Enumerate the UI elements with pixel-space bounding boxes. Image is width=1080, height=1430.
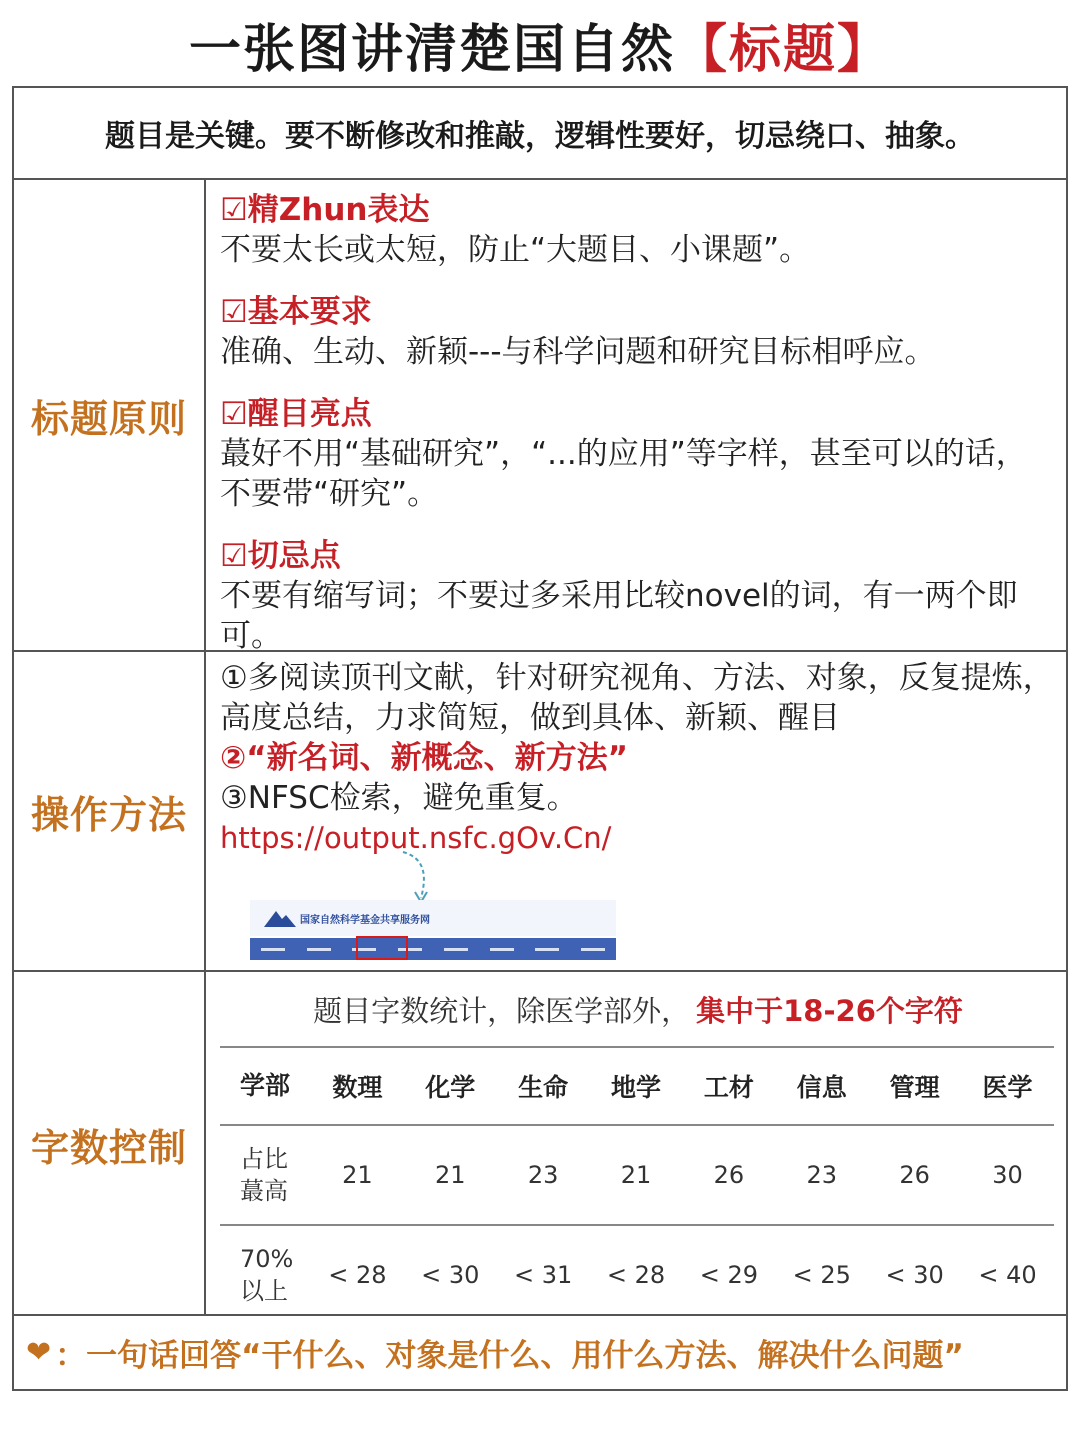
table-cell: < 25 [775,1225,868,1324]
principle-head: ☑基本要求 [220,294,372,330]
page-title [0,14,1080,86]
curved-arrow-icon [399,848,439,908]
wordcount-row [14,972,1066,1316]
table-cell: 30 [961,1125,1054,1225]
principle-body: 不要有缩写词；不要过多采用比较novel的词，有一两个即可。 [220,578,1018,654]
principle-body: 蕞好不用“基础研究”，“...的应用”等字样，甚至可以的话，不要带“研究”。 [220,436,1027,512]
principle-item [220,536,1056,656]
screenshot-nav [250,938,616,960]
principle-body: 不要太长或太短，防止“大题目、小课题”。 [220,232,811,268]
table-cell: 26 [868,1125,961,1225]
table-header-row [220,1047,1054,1125]
principle-head: ☑醒目亮点 [220,396,372,432]
table-cell: 21 [311,1125,404,1225]
table-cell: < 30 [404,1225,497,1324]
table-row [220,1125,1054,1225]
table-cell: < 31 [497,1225,590,1324]
principle-body: 准确、生动、新颖---与科学问题和研究目标相呼应。 [220,334,936,370]
table-row-head [220,1225,311,1324]
table-header-cell: 学部 [220,1047,311,1125]
table-cell: 23 [775,1125,868,1225]
wordcount-table [220,1046,1054,1324]
title-accent: 【标题】 [675,20,892,80]
wordcount-note [220,972,1056,1046]
table-row [220,1225,1054,1324]
table-header-cell: 生命 [497,1047,590,1125]
methods-label: 操作方法 [14,652,206,970]
method-step-1: ①多阅读顶刊文献，针对研究视角、方法、对象，反复提炼，高度总结，力求简短，做到具体、新颖、醒目 [220,660,1054,736]
table-header-cell: 医学 [961,1047,1054,1125]
title-main: 一张图讲清楚国自然 [188,20,675,80]
principle-item [220,394,1056,514]
principle-head: ☑切忌点 [220,538,341,574]
row-head-line: 70% [240,1245,294,1273]
method-step-2: ②“新名词、新概念、新方法” [220,740,628,776]
table-cell: 26 [683,1125,776,1225]
principles-label: 标题原则 [14,180,206,650]
methods-row [14,652,1066,972]
intro-text: 题目是关键。要不断修改和推敲，逻辑性要好，切忌绕口、抽象。 [14,88,1066,180]
table-header-cell: 管理 [868,1047,961,1125]
table-cell: < 28 [311,1225,404,1324]
nsfc-website-screenshot [250,900,616,962]
wordcount-label: 字数控制 [14,972,206,1316]
table-header-cell: 化学 [404,1047,497,1125]
row-head-line: 蕞高 [240,1177,288,1205]
nsfc-logo-icon [264,909,296,927]
nsfc-link[interactable]: https://output.nsfc.gOv.Cn/ [220,821,612,855]
table-cell: < 40 [961,1225,1054,1324]
table-header-cell: 信息 [775,1047,868,1125]
note-prefix: 题目字数统计，除医学部外， [313,993,691,1028]
principle-item [220,190,1056,270]
table-cell: < 28 [590,1225,683,1324]
table-header-cell: 数理 [311,1047,404,1125]
table-cell: 21 [404,1125,497,1225]
principles-content [220,190,1056,656]
heart-icon: ❤ [26,1335,52,1370]
row-head-line: 占比 [240,1145,288,1173]
principle-head: ☑精Zhun表达 [220,192,430,228]
principles-row [14,180,1066,652]
table-cell: < 29 [683,1225,776,1324]
table-cell: < 30 [868,1225,961,1324]
table-row-head [220,1125,311,1225]
table-header-cell: 工材 [683,1047,776,1125]
content-frame [12,86,1068,1391]
footer-note [14,1316,1066,1389]
row-head-line: 以上 [240,1277,288,1305]
principle-item [220,292,1056,372]
screenshot-brand: 国家自然科学基金共享服务网 [300,915,430,926]
table-cell: 21 [590,1125,683,1225]
note-highlight: 集中于18-26个字符 [696,993,963,1028]
table-header-cell: 地学 [590,1047,683,1125]
footer-text: ：一句话回答“干什么、对象是什么、用什么方法、解决什么问题” [55,1338,964,1374]
screenshot-highlight [356,936,408,960]
method-step-3: ③NFSC检索，避免重复。 [220,780,578,816]
table-cell: 23 [497,1125,590,1225]
methods-content [220,658,1056,858]
